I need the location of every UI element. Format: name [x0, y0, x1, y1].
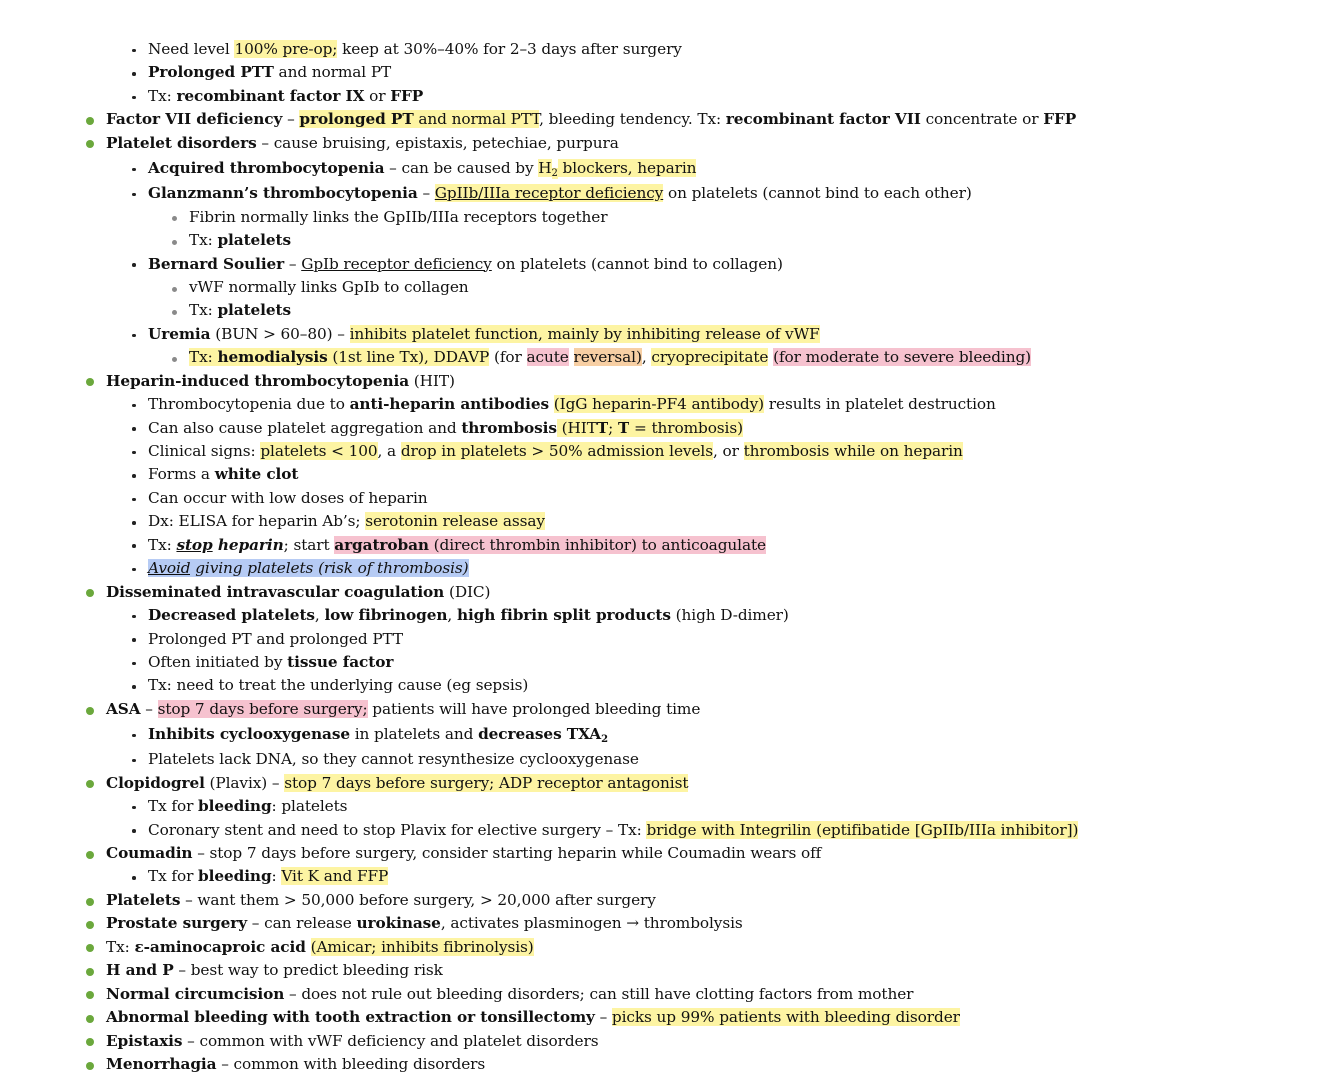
highlighted-text: stop 7 days before surgery;	[157, 699, 368, 718]
outline-item-level-1	[0, 108, 1334, 131]
text-run: stop	[176, 535, 213, 554]
text-run: Inhibits cyclooxygenase	[148, 725, 350, 744]
text-run: –	[282, 110, 300, 129]
text-run: in platelets and	[349, 725, 479, 744]
outline-item-level-2	[0, 604, 1334, 627]
outline-item-level-2	[0, 155, 1334, 182]
outline-item-level-3	[0, 276, 1334, 299]
text-run: anti-heparin antibodies	[349, 395, 550, 414]
highlighted-text: (IgG heparin-PF4 antibody)	[553, 395, 765, 414]
text-run: white clot	[214, 465, 299, 484]
bullet-icon	[132, 49, 136, 53]
outline-item-level-2	[0, 674, 1334, 697]
outline-item-level-2	[0, 721, 1334, 748]
outline-item-level-2	[0, 38, 1334, 61]
bullet-icon	[132, 829, 136, 833]
text-run: – cause bruising, epistaxis, petechiae, purpura	[256, 133, 619, 152]
highlighted-text: drop in platelets > 50% admission levels	[400, 442, 713, 460]
text-run: Uremia	[148, 324, 211, 343]
bullet-icon	[86, 117, 94, 125]
bullet-icon	[132, 427, 136, 431]
bullet-icon	[132, 544, 136, 548]
text-run: –	[284, 254, 302, 273]
outline-item-level-2	[0, 85, 1334, 108]
outline-item-level-2	[0, 417, 1334, 440]
outline-item-level-3	[0, 299, 1334, 322]
text-run: results in platelet destruction	[764, 395, 996, 414]
text-run: bleeding	[198, 867, 272, 886]
highlighted-text: = thrombosis)	[629, 418, 743, 437]
highlighted-text: bridge with Integrilin (eptifibatide [GpIIb/IIIa inhibitor])	[646, 820, 1079, 839]
bullet-icon	[132, 263, 136, 267]
outline-item-level-2	[0, 557, 1334, 580]
text-run: Platelets lack DNA, so they cannot resynthesize cyclooxygenase	[148, 750, 639, 769]
text-run: Often initiated by	[148, 652, 288, 671]
text-run: Heparin-induced thrombocytopenia	[106, 371, 410, 390]
text-run: – want them > 50,000 before surgery, > 20,000 after surgery	[180, 890, 656, 909]
bullet-icon	[132, 876, 136, 880]
text-run: Tx:	[189, 301, 218, 320]
text-run: : platelets	[271, 797, 348, 816]
text-run: heparin	[212, 535, 284, 554]
text-run: Epistaxis	[106, 1031, 183, 1050]
outline-item-level-2	[0, 865, 1334, 888]
text-run	[306, 938, 311, 956]
outline-item-level-1	[0, 1006, 1334, 1029]
text-run: –	[417, 184, 435, 203]
outline-item-level-1	[0, 132, 1334, 155]
highlighted-text: 2	[551, 168, 558, 180]
bullet-icon	[172, 310, 177, 315]
text-run: FFP	[1043, 110, 1077, 129]
outline-item-level-2	[0, 819, 1334, 842]
text-run: bleeding	[198, 797, 272, 816]
text-run: GpIb receptor deficiency	[301, 254, 492, 273]
highlighted-text: blockers, heparin	[557, 159, 697, 178]
highlighted-text: ;	[608, 418, 618, 437]
text-run: patients will have prolonged bleeding time	[367, 699, 701, 718]
text-run: decreases TXA	[478, 725, 602, 744]
text-run: –	[594, 1008, 612, 1027]
text-run: recombinant factor VII	[725, 110, 921, 129]
highlighted-text: T	[596, 418, 609, 437]
text-run: and normal PT	[273, 63, 392, 82]
text-run: Need level	[148, 40, 235, 58]
bullet-icon	[132, 734, 136, 738]
text-run: high fibrin split products	[456, 606, 671, 625]
outline-item-level-2	[0, 487, 1334, 510]
text-run: vWF normally links GpIb to collagen	[189, 277, 469, 296]
outline-item-level-2	[0, 534, 1334, 557]
text-run: Tx:	[189, 231, 218, 250]
text-run: concentrate or	[920, 110, 1044, 129]
bullet-icon	[86, 968, 94, 976]
text-run: Tx:	[148, 535, 177, 554]
bullet-icon	[132, 521, 136, 525]
outline-item-level-1	[0, 983, 1334, 1006]
text-run: , a	[377, 442, 401, 460]
highlighted-text: acute	[526, 348, 569, 367]
highlighted-text: giving platelets (risk of thrombosis)	[190, 559, 469, 578]
outline-item-level-3	[0, 206, 1334, 229]
text-run: FFP	[390, 86, 424, 105]
highlighted-text: Vit K and FFP	[281, 867, 389, 886]
bullet-icon	[132, 334, 136, 338]
text-run: Coronary stent and need to stop Plavix for elective surgery – Tx:	[148, 820, 647, 839]
text-run: Acquired thrombocytopenia	[148, 159, 385, 178]
text-run: Tx: need to treat the underlying cause (eg sepsis)	[148, 676, 529, 695]
highlighted-text: prolonged PT	[299, 110, 414, 129]
bullet-icon	[132, 168, 136, 172]
outline-item-level-1	[0, 581, 1334, 604]
bullet-icon	[86, 378, 94, 386]
text-run: , activates plasminogen → thrombolysis	[440, 914, 743, 933]
bullet-icon	[86, 1038, 94, 1046]
text-run: (HIT)	[409, 371, 455, 390]
bullet-icon	[86, 589, 94, 597]
text-run: Tx:	[106, 937, 135, 956]
text-run: – does not rule out bleeding disorders; can still have clotting factors from mother	[284, 984, 914, 1003]
text-run: on platelets (cannot bind to collagen)	[491, 254, 783, 273]
text-run: – common with vWF deficiency and platelet disorders	[182, 1031, 599, 1050]
bullet-icon	[86, 1015, 94, 1023]
text-run: – best way to predict bleeding risk	[173, 961, 443, 980]
highlighted-text: argatroban	[334, 535, 429, 554]
text-run: platelets	[217, 301, 291, 320]
text-run: :	[271, 867, 282, 886]
text-run: – can release	[247, 914, 357, 933]
text-run: Dx: ELISA for heparin Ab’s;	[148, 512, 366, 531]
text-run: (DIC)	[444, 582, 491, 601]
bullet-icon	[86, 780, 94, 788]
bullet-icon	[132, 193, 136, 197]
text-run: , or	[712, 442, 744, 460]
text-run: Clopidogrel	[106, 773, 205, 792]
bullet-icon	[132, 404, 136, 408]
outline-item-level-2	[0, 748, 1334, 771]
text-run: low fibrinogen	[324, 606, 448, 625]
highlighted-text: serotonin release assay	[365, 512, 545, 531]
bullet-icon	[132, 498, 136, 502]
text-run: Prolonged PTT	[148, 63, 274, 82]
bullet-icon	[132, 615, 136, 619]
bullet-icon	[86, 140, 94, 148]
bullet-icon	[132, 638, 136, 642]
outline-item-level-1	[0, 1030, 1334, 1053]
highlighted-text: stop 7 days before surgery; ADP receptor antagonist	[284, 773, 689, 792]
highlighted-text: Avoid	[148, 559, 191, 578]
outline-item-level-3	[0, 346, 1334, 369]
text-run: Prostate surgery	[106, 914, 248, 933]
highlighted-text: (for moderate to severe bleeding)	[773, 348, 1032, 367]
text-run: Normal circumcision	[106, 984, 285, 1003]
text-run: Tx for	[148, 867, 199, 886]
outline-item-level-1	[0, 936, 1334, 959]
outline-item-level-1	[0, 912, 1334, 935]
bullet-icon	[132, 685, 136, 689]
bullet-icon	[86, 851, 94, 859]
bullet-icon	[132, 806, 136, 810]
bullet-icon	[86, 707, 94, 715]
text-run: (for	[489, 348, 527, 367]
bullet-icon	[172, 357, 177, 362]
bullet-icon	[132, 96, 136, 100]
outline-item-level-1	[0, 959, 1334, 982]
highlighted-text: (1st line Tx), DDAVP	[327, 348, 490, 367]
outline-item-level-2	[0, 253, 1334, 276]
highlighted-text	[557, 419, 562, 437]
text-run: recombinant factor IX	[176, 86, 365, 105]
text-run: , bleeding tendency. Tx:	[539, 110, 726, 129]
outline-item-level-1	[0, 889, 1334, 912]
highlighted-text: inhibits platelet function, mainly by inhibiting release of vWF	[349, 324, 820, 343]
bullet-icon	[86, 991, 94, 999]
highlighted-text: cryoprecipitate	[651, 348, 769, 367]
bullet-icon	[86, 921, 94, 929]
highlighted-text: picks up 99% patients with bleeding disorder	[611, 1008, 960, 1027]
outline-item-level-2	[0, 628, 1334, 651]
text-run: Bernard Soulier	[148, 254, 285, 273]
outline-item-level-2	[0, 651, 1334, 674]
text-run: tissue factor	[287, 652, 394, 671]
bullet-icon	[86, 1062, 94, 1070]
outline-item-level-2	[0, 61, 1334, 84]
text-run: Glanzmann’s thrombocytopenia	[148, 184, 418, 203]
highlighted-text: hemodialysis	[217, 348, 328, 367]
text-run: – common with bleeding disorders	[216, 1054, 486, 1073]
text-run: platelets	[217, 231, 291, 250]
text-run: urokinase	[356, 914, 441, 933]
highlighted-text: (HIT	[561, 418, 597, 437]
text-run: H and P	[106, 961, 174, 980]
text-run: Abnormal bleeding with tooth extraction or tonsillectomy	[106, 1008, 595, 1027]
bullet-icon	[172, 240, 177, 245]
highlighted-text: thrombosis while on heparin	[743, 442, 963, 460]
text-run: Tx:	[148, 86, 177, 105]
text-run: Menorrhagia	[106, 1054, 217, 1073]
text-run: Thrombocytopenia due to	[148, 395, 350, 414]
text-run: Can occur with low doses of heparin	[148, 488, 428, 507]
outline-item-level-2	[0, 795, 1334, 818]
outline-item-level-2	[0, 182, 1334, 205]
text-run	[569, 348, 574, 366]
outline-item-level-2	[0, 323, 1334, 346]
bullet-icon	[86, 944, 94, 952]
outline-item-level-1	[0, 842, 1334, 865]
text-run: Fibrin normally links the GpIIb/IIIa receptors together	[189, 207, 608, 226]
bullet-icon	[132, 568, 136, 572]
text-run: Can also cause platelet aggregation and	[148, 418, 462, 437]
text-run: thrombosis	[461, 418, 557, 437]
highlighted-text: (Amicar; inhibits fibrinolysis)	[310, 937, 534, 956]
bullet-icon	[132, 72, 136, 76]
text-run: – stop 7 days before surgery, consider starting heparin while Coumadin wears off	[192, 844, 822, 862]
highlighted-text: (direct thrombin inhibitor) to anticoagulate	[428, 535, 766, 554]
highlighted-text: T	[617, 418, 630, 437]
highlighted-text: platelets < 100	[260, 442, 378, 460]
outline-item-level-2	[0, 463, 1334, 486]
text-run: (Plavix) –	[204, 773, 285, 792]
text-run: Clinical signs:	[148, 442, 261, 460]
bullet-icon	[172, 216, 177, 221]
outline-item-level-1	[0, 1053, 1334, 1076]
outline-item-level-1	[0, 698, 1334, 721]
highlighted-text: 100% pre-op;	[234, 40, 338, 58]
text-run: ε-aminocaproic acid	[134, 937, 306, 956]
text-run: keep at 30%–40% for 2–3 days after surgery	[337, 40, 682, 58]
document-body	[0, 38, 1334, 1076]
bullet-icon	[132, 474, 136, 478]
text-run: Tx for	[148, 797, 199, 816]
text-run: –	[140, 699, 158, 718]
text-run: or	[364, 86, 391, 105]
bullet-icon	[86, 898, 94, 906]
text-run: Forms a	[148, 465, 215, 484]
highlighted-text: reversal)	[573, 348, 642, 367]
text-run: (BUN > 60–80) –	[210, 324, 350, 343]
text-run: 2	[601, 734, 608, 746]
text-run: Decreased platelets	[148, 606, 315, 625]
text-run: on platelets (cannot bind to each other)	[663, 184, 972, 203]
text-run: Disseminated intravascular coagulation	[106, 582, 445, 601]
text-run: ,	[447, 606, 457, 625]
text-run: Factor VII deficiency	[106, 110, 283, 129]
text-run: Platelets	[106, 890, 181, 909]
outline-item-level-2	[0, 393, 1334, 416]
outline-item-level-2	[0, 510, 1334, 533]
text-run: Coumadin	[106, 844, 193, 862]
highlighted-text: and normal PTT	[413, 110, 540, 129]
text-run: (high D-dimer)	[670, 606, 789, 625]
outline-item-level-2	[0, 440, 1334, 463]
text-run: Prolonged PT and prolonged PTT	[148, 629, 404, 648]
highlighted-text: Tx:	[189, 348, 218, 367]
text-run: ASA	[106, 699, 141, 718]
bullet-icon	[132, 662, 136, 666]
text-run: Platelet disorders	[106, 133, 257, 152]
highlighted-text: H	[538, 159, 552, 178]
highlighted-text: GpIIb/IIIa receptor deficiency	[434, 184, 664, 203]
bullet-icon	[132, 451, 136, 455]
outline-item-level-3	[0, 229, 1334, 252]
bullet-icon	[172, 287, 177, 292]
outline-item-level-1	[0, 370, 1334, 393]
text-run: – can be caused by	[384, 159, 539, 178]
outline-item-level-1	[0, 772, 1334, 795]
text-run: ,	[641, 348, 652, 367]
text-run: ,	[314, 606, 325, 625]
bullet-icon	[132, 759, 136, 763]
text-run: ; start	[283, 535, 335, 554]
